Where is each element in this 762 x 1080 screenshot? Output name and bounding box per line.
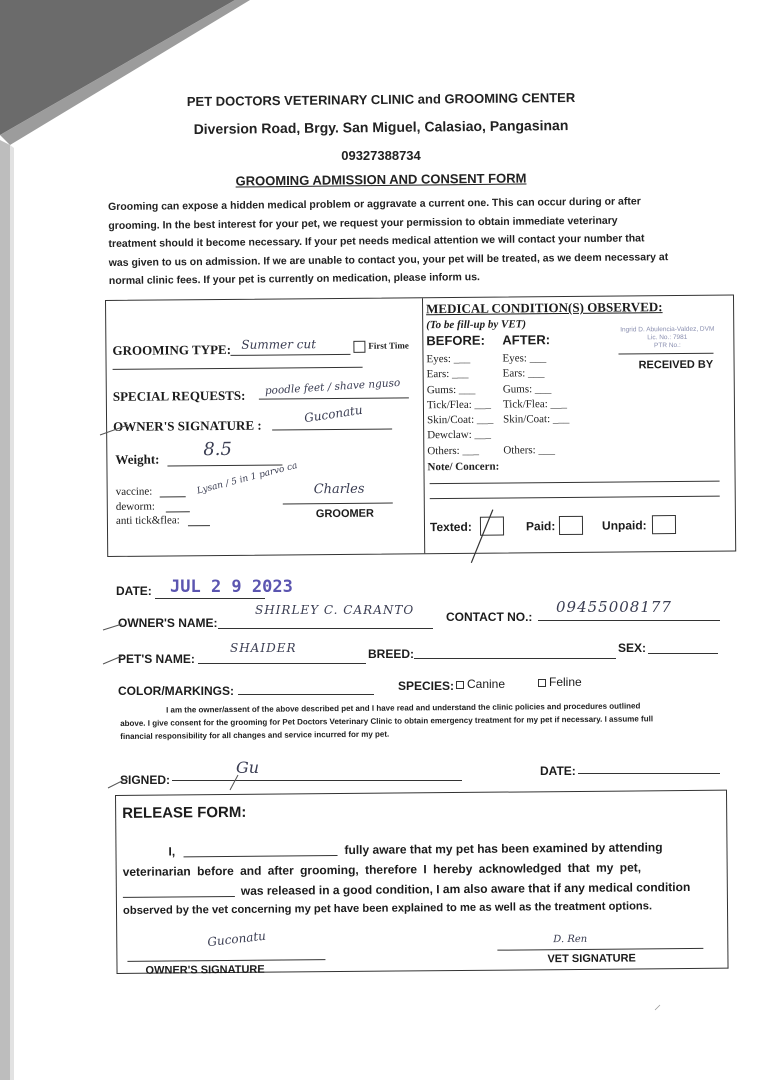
contact-value[interactable]: 09455008177 <box>556 598 672 616</box>
before-label: BEFORE: <box>426 332 485 349</box>
groomer-signature[interactable]: Charles <box>313 481 365 498</box>
vet-stamp-name: Ingrid D. Abulencia-Valdez, DVM <box>620 325 715 334</box>
owner-signature-label: OWNER'S SIGNATURE : <box>113 417 262 434</box>
before-item: Skin/Coat: ___ <box>427 413 494 427</box>
vaccine-label: vaccine: <box>115 485 153 498</box>
canine-option[interactable] <box>456 677 505 691</box>
release-line1: fully aware that my pet has been examined by attending <box>344 840 663 857</box>
after-item: Tick/Flea: ___ <box>502 397 568 411</box>
unpaid-checkbox[interactable] <box>652 515 676 534</box>
medical-title: MEDICAL CONDITION(S) OBSERVED: <box>426 299 663 317</box>
signed-label: SIGNED: <box>120 773 171 787</box>
form-title: GROOMING ADMISSION AND CONSENT FORM <box>235 170 527 189</box>
date-stamp[interactable]: JUL 2 9 2023 <box>170 577 293 597</box>
species-label: SPECIES: <box>398 679 455 693</box>
vaccine-note[interactable]: Lysan / 5 in 1 parvo ca <box>195 460 299 497</box>
grooming-type-value[interactable]: Summer cut <box>241 337 317 352</box>
first-time-checkbox[interactable] <box>353 340 409 352</box>
weight-value[interactable]: 8.5 <box>203 438 233 461</box>
canine-box[interactable] <box>456 681 464 689</box>
weight-label: Weight: <box>115 451 160 467</box>
before-item: Gums: ___ <box>426 383 476 396</box>
contact-label: CONTACT NO.: <box>446 610 533 624</box>
owner-release-signature[interactable]: Guconatu <box>206 928 267 950</box>
feline-label: Feline <box>549 675 582 689</box>
pet-name-label: PET'S NAME: <box>118 652 195 666</box>
note-label: Note/ Concern: <box>427 460 500 474</box>
release-title: RELEASE FORM: <box>122 803 247 822</box>
release-line2: veterinarian before and after grooming, therefore I hereby acknowledged that my pet, <box>122 860 642 879</box>
clinic-name: PET DOCTORS VETERINARY CLINIC and GROOMING CENTER <box>186 89 576 110</box>
after-label: AFTER: <box>502 332 551 348</box>
clinic-address: Diversion Road, Brgy. San Miguel, Calasiao, Pangasinan <box>193 117 569 137</box>
before-item: Eyes: ___ <box>426 352 471 366</box>
intro-line: normal clinic fees. If your pet is currently on medication, please inform us. <box>108 271 481 287</box>
owner-signature-caption: OWNER'S SIGNATURE <box>145 963 265 977</box>
consent-date-label: DATE: <box>540 764 576 778</box>
owner-name-value[interactable]: SHIRLEY C. CARANTO <box>255 603 415 617</box>
signed-value[interactable]: Gu <box>236 758 260 777</box>
after-item: Skin/Coat: ___ <box>503 413 570 426</box>
unpaid-label: Unpaid: <box>601 518 647 533</box>
check-mark <box>463 508 504 568</box>
clinic-phone: 09327388734 <box>341 148 421 163</box>
after-item: Gums: ___ <box>502 382 552 396</box>
first-time-box[interactable] <box>353 341 365 353</box>
paid-label: Paid: <box>525 519 556 534</box>
breed-label: BREED: <box>368 647 415 661</box>
texted-label: Texted: <box>429 519 472 535</box>
pet-name-value[interactable]: SHAIDER <box>230 641 297 655</box>
before-item: Dewclaw: ___ <box>427 429 492 442</box>
feline-box[interactable] <box>538 679 546 687</box>
deworm-label: deworm: <box>115 500 155 513</box>
antitick-label: anti tick&flea: <box>115 514 180 527</box>
canine-label: Canine <box>467 677 506 691</box>
consent-line: financial responsibility for all changes and service incurred for my pet. <box>120 729 390 741</box>
intro-line: was given to us on admission. If we are unable to contact you, your pet will be treated, as we deem necessary at <box>108 250 669 269</box>
release-box <box>115 790 729 977</box>
box-divider <box>422 298 425 553</box>
date-label: DATE: <box>116 584 152 598</box>
consent-line: I am the owner/assent of the above described pet and I have read and understand the clinic policies and procedures outlined <box>166 701 641 715</box>
after-item: Others: ___ <box>503 443 556 457</box>
before-list <box>426 352 493 460</box>
grooming-type-label: GROOMING TYPE: <box>112 341 232 358</box>
vet-release-signature[interactable]: D. Ren <box>553 933 588 946</box>
feline-option[interactable] <box>538 675 582 689</box>
sex-label: SEX: <box>618 641 647 655</box>
vet-signature-caption: VET SIGNATURE <box>547 952 636 966</box>
before-item: Ears: ___ <box>426 368 469 381</box>
release-i: I, <box>168 844 176 859</box>
vet-stamp-ptr: PTR No.: <box>654 341 681 350</box>
release-line4: observed by the vet concerning my pet have been explained to me as well as the treatment options. <box>122 900 653 917</box>
intro-line: treatment should it become necessary. If your pet needs medical attention we will contact your number that <box>108 232 645 250</box>
received-by-label: RECEIVED BY <box>638 358 714 372</box>
intro-line: Grooming can expose a hidden medical problem or aggravate a current one. This can occur during or after <box>108 195 641 213</box>
medical-subtitle: (To be fill-up by VET) <box>426 318 527 332</box>
intake-box <box>105 295 736 557</box>
intro-paragraph <box>108 192 729 291</box>
groomer-label: GROOMER <box>315 507 374 521</box>
release-line3: was released in a good condition, I am also aware that if any medical condition <box>240 879 691 898</box>
owner-name-label: OWNER'S NAME: <box>118 616 218 630</box>
color-label: COLOR/MARKINGS: <box>118 684 234 698</box>
after-list <box>502 351 569 459</box>
before-item: Others: ___ <box>427 444 480 457</box>
special-requests-value[interactable]: poodle feet / shave nguso <box>264 376 401 398</box>
first-time-label: First Time <box>368 340 409 351</box>
consent-line: above. I give consent for the grooming for Pet Doctors Veterinary Clinic to obtain emergency treatment for my pet if necessary. I assume full <box>120 714 654 728</box>
vet-stamp-lic: Lic. No.: 7981 <box>647 333 688 342</box>
owner-signature-value[interactable]: Guconatu <box>303 402 364 426</box>
paid-checkbox[interactable] <box>559 516 583 535</box>
vet-stamp <box>612 326 722 351</box>
consent-paragraph <box>120 699 730 743</box>
special-requests-label: SPECIAL REQUESTS: <box>112 387 246 404</box>
intro-line: grooming. In the best interest for your pet, we request your permission to obtain immediate veterinary <box>108 214 618 232</box>
before-item: Tick/Flea: ___ <box>426 398 492 412</box>
after-item: Eyes: ___ <box>502 352 547 365</box>
after-item: Ears: ___ <box>502 367 545 380</box>
